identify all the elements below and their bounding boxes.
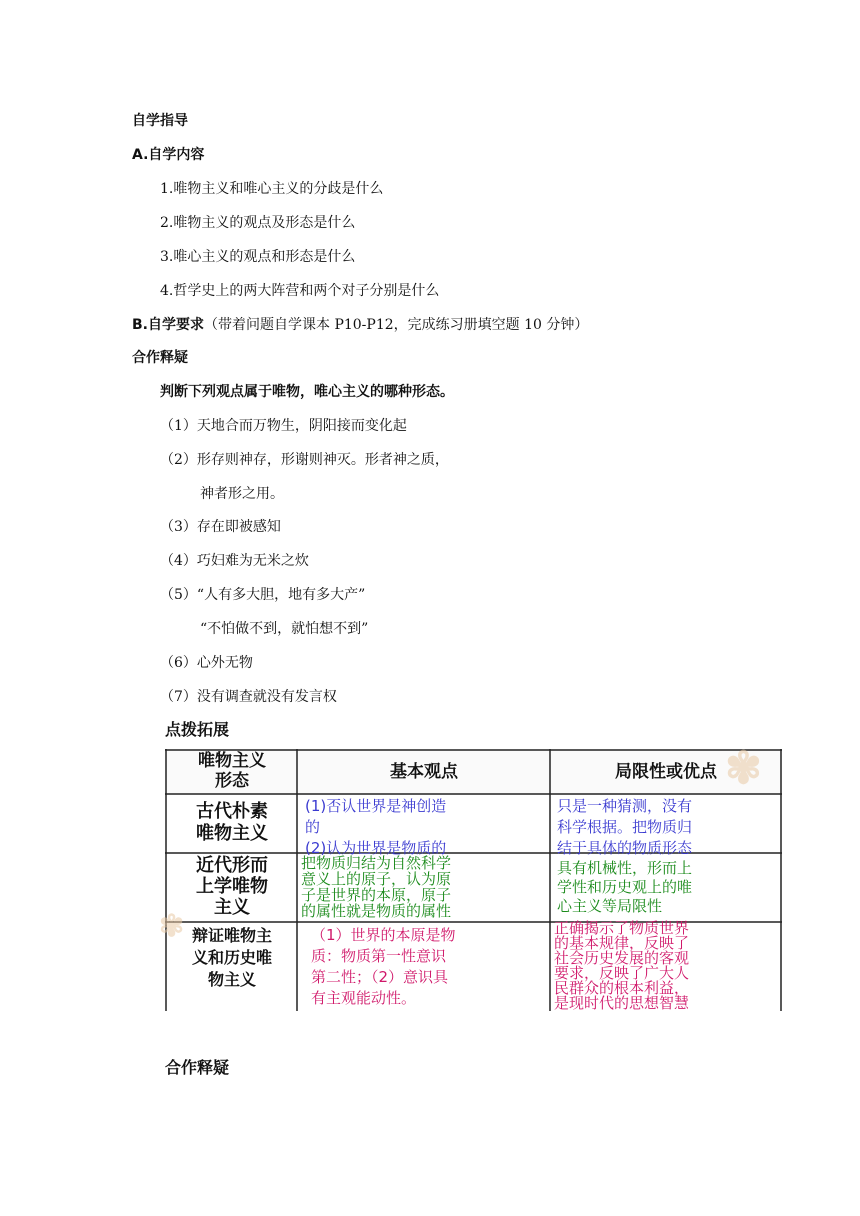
row3-form: 辩证唯物主 义和历史唯 物主义 (191, 926, 272, 989)
row1-view (305, 796, 548, 859)
row2-form: 近代形而 上学唯物 主义 (196, 855, 268, 918)
cooperation-prompt: 判断下列观点属于唯物，唯心主义的哪种形态。 (160, 384, 454, 400)
study-item-2: 2.唯物主义的观点及形态是什么 (160, 215, 356, 231)
row3-limit-line: 是现时代的思想智慧 (554, 994, 690, 1012)
row3-limit (554, 921, 780, 1011)
section-b-label: B.自学要求 (132, 317, 204, 333)
study-guide-title: 自学指导 (132, 113, 188, 129)
row3-view-line: 质：物质第一性意识 (311, 947, 447, 965)
cooperation-item-5: （5）“人有多大胆，地有多大产” (160, 587, 366, 603)
cooperation-item-6: （6）心外无物 (160, 655, 253, 671)
row2-limit-line: 具有机械性，形而上 (557, 859, 693, 877)
cooperation-title: 合作释疑 (132, 350, 188, 366)
row1-view-line: (2)认为世界是物质的 (305, 839, 447, 857)
row1-view-line: 的 (305, 818, 321, 836)
row1-form: 古代朴素 唯物主义 (196, 801, 268, 844)
row2-view (301, 855, 549, 919)
header-form: 唯物主义 形态 (198, 751, 266, 791)
row2-limit-line: 学性和历史观上的唯 (557, 878, 693, 896)
row1-limit-line: 只是一种猜测，没有 (557, 797, 693, 815)
extension-title: 点拨拓展 (165, 720, 230, 739)
header-limit: 局限性或优点 (615, 762, 717, 782)
row2-limit (557, 859, 779, 916)
study-item-4: 4.哲学史上的两大阵营和两个对子分别是什么 (160, 283, 440, 299)
section-b (132, 316, 588, 334)
row2-limit-line: 心主义等局限性 (557, 897, 663, 915)
cooperation-item-4: （4）巧妇难为无米之炊 (160, 553, 309, 569)
row1-limit-line: 结于具体的物质形态 (557, 839, 693, 857)
row3-limit-line: 民群众的根本利益， (554, 979, 690, 997)
section-a-title: A.自学内容 (132, 147, 205, 163)
section-b-text: （带着问题自学课本 P10-P12，完成练习册填空题 10 分钟） (204, 317, 589, 333)
row3-view-line: 有主观能动性。 (311, 989, 417, 1007)
materialism-table (159, 743, 782, 1012)
cooperation-item-5-cont: “不怕做不到，就怕想不到” (200, 621, 369, 637)
row1-limit (557, 796, 779, 859)
row1-view-line: (1)否认世界是神创造 (305, 797, 447, 815)
cooperation-item-1: （1）天地合而万物生，阴阳接而变化起 (160, 418, 407, 434)
row2-view-line: 的属性就是物质的属性 (301, 902, 452, 920)
footer-title: 合作释疑 (165, 1058, 230, 1077)
row2-view-line: 意义上的原子，认为原 (301, 870, 452, 888)
row3-limit-line: 正确揭示了物质世界 (554, 919, 690, 937)
row3-limit-line: 的基本规律，反映了 (554, 934, 690, 952)
row3-view-line: 第二性；（2）意识具 (311, 968, 449, 986)
decorative-seal-left: ✾ (159, 909, 185, 944)
row3-limit-line: 社会历史发展的客观 (554, 949, 690, 967)
study-item-3: 3.唯心主义的观点和形态是什么 (160, 249, 356, 265)
decorative-seal: ✾ (725, 743, 762, 794)
cooperation-item-2-cont: 神者形之用。 (200, 486, 284, 502)
row3-view-line: （1）世界的本原是物 (311, 926, 456, 944)
header-view: 基本观点 (390, 762, 458, 782)
cooperation-item-2: （2）形存则神存，形谢则神灭。形者神之质， (160, 452, 449, 468)
row3-view (311, 925, 547, 1009)
cooperation-item-3: （3）存在即被感知 (160, 519, 281, 535)
row2-view-line: 子是世界的本原，原子 (301, 886, 452, 904)
row1-limit-line: 科学根据。把物质归 (557, 818, 693, 836)
cooperation-item-7: （7）没有调查就没有发言权 (160, 689, 337, 705)
row3-limit-line: 要求，反映了广大人 (554, 964, 690, 982)
study-item-1: 1.唯物主义和唯心主义的分歧是什么 (160, 181, 384, 197)
row2-view-line: 把物质归结为自然科学 (301, 854, 452, 872)
